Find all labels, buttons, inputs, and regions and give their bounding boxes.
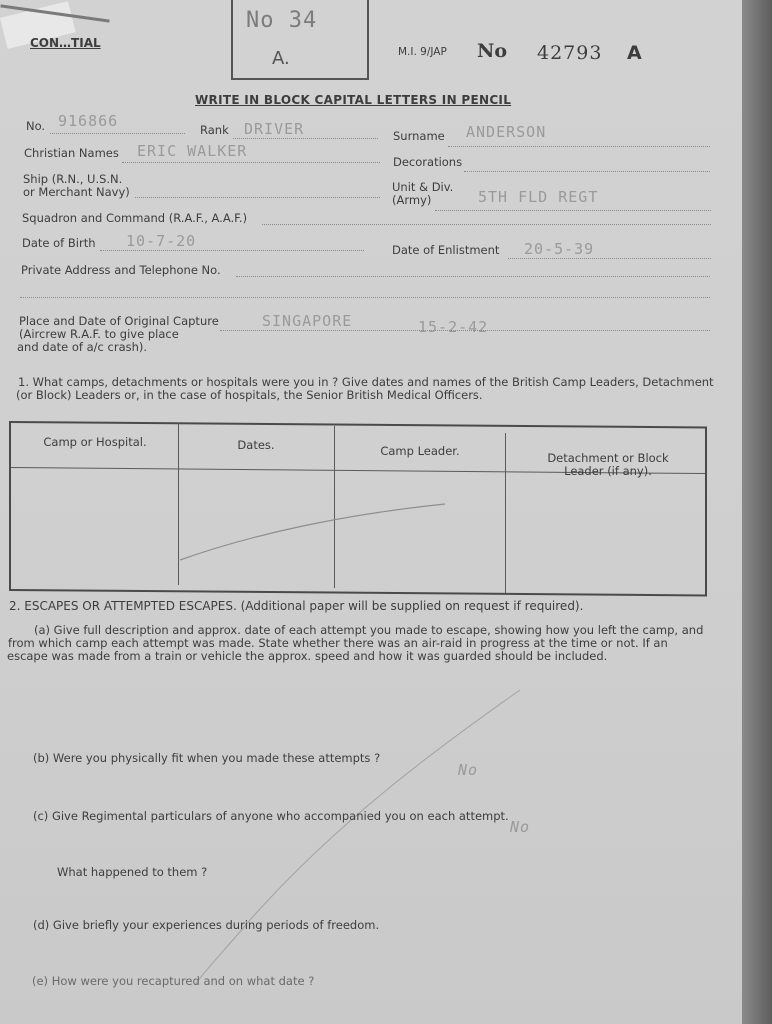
instruction-heading: WRITE IN BLOCK CAPITAL LETTERS IN PENCIL xyxy=(195,93,512,107)
ship-label-line-2: or Merchant Navy) xyxy=(23,185,130,199)
question-1-line-1: 1. What camps, detachments or hospitals were you in ? Give dates and names of the British Camp Leaders, Detachment xyxy=(18,375,714,389)
question-2e: (e) How were you recaptured and on what date ? xyxy=(32,974,315,988)
capture-label-line-2: (Aircrew R.A.F. to give place xyxy=(19,327,179,341)
capture-date-value: 15-2-42 xyxy=(418,318,489,336)
squadron-label: Squadron and Command (R.A.F., A.A.F.) xyxy=(22,211,248,225)
christian-names-label: Christian Names xyxy=(24,146,119,160)
col-detachment-leader-line-1: Detachment or Block xyxy=(547,451,669,465)
form-reference: M.I. 9/JAP xyxy=(398,46,447,58)
serial-prefix: No xyxy=(477,40,508,62)
table-pencil-stroke xyxy=(180,504,445,560)
question-2c-followup: What happened to them ? xyxy=(57,865,208,879)
question-2b: (b) Were you physically fit when you made these attempts ? xyxy=(33,751,381,765)
unit-label-line-2: (Army) xyxy=(392,193,432,207)
service-number-value: 916866 xyxy=(58,112,119,130)
unit-value: 5TH FLD REGT xyxy=(478,188,599,206)
capture-place-value: SINGAPORE xyxy=(262,312,353,330)
serial-suffix: A xyxy=(627,42,642,64)
rank-value: DRIVER xyxy=(244,120,305,138)
question-2c: (c) Give Regimental particulars of anyone who accompanied you on each attempt. xyxy=(33,809,509,823)
decorations-label: Decorations xyxy=(393,155,463,169)
rank-label: Rank xyxy=(200,123,229,137)
question-2b-answer: No xyxy=(458,761,479,779)
serial-number: 42793 xyxy=(537,42,603,64)
col-detachment-leader-line-2: Leader (if any). xyxy=(564,464,652,478)
surname-value: ANDERSON xyxy=(466,123,547,141)
stamp-number: No 34 xyxy=(246,8,318,33)
question-1-line-2: (or Block) Leaders or, in the case of hospitals, the Senior British Medical Officers. xyxy=(16,388,483,402)
classification-label: CON…TIAL xyxy=(30,36,101,50)
ship-label-line-1: Ship (R.N., U.S.N. xyxy=(23,172,123,186)
col-dates: Dates. xyxy=(237,438,275,452)
question-2a-line-2: from which camp each attempt was made. State whether there was an air-raid in progress at the time or not. If an xyxy=(8,636,668,650)
escapes-pencil-stroke xyxy=(195,690,520,985)
unit-label-line-1: Unit & Div. xyxy=(392,180,454,194)
service-number-label: No. xyxy=(26,119,46,133)
christian-names-value: ERIC WALKER xyxy=(137,142,248,160)
stamp-letter: A. xyxy=(272,48,290,69)
enlistment-value: 20-5-39 xyxy=(524,240,595,258)
capture-label-line-1: Place and Date of Original Capture xyxy=(19,314,219,328)
col-camp-or-hospital: Camp or Hospital. xyxy=(43,435,147,449)
question-2-heading: 2. ESCAPES OR ATTEMPTED ESCAPES. (Additional paper will be supplied on request if required). xyxy=(9,599,584,613)
question-2a-line-3: escape was made from a train or vehicle the approx. speed and how it was guarded should be included. xyxy=(7,649,608,663)
question-2d: (d) Give briefly your experiences during periods of freedom. xyxy=(33,918,380,932)
capture-label-line-3: and date of a/c crash). xyxy=(17,340,148,354)
col-camp-leader: Camp Leader. xyxy=(380,444,460,458)
question-2c-answer: No xyxy=(510,818,531,836)
dob-label: Date of Birth xyxy=(22,236,96,250)
address-label: Private Address and Telephone No. xyxy=(21,263,221,277)
page-edge-shadow xyxy=(742,0,772,1024)
question-2a-line-1: (a) Give full description and approx. date of each attempt you made to escape, showing how you left the camp, and xyxy=(34,623,704,637)
surname-label: Surname xyxy=(393,129,445,143)
dob-value: 10-7-20 xyxy=(126,232,197,250)
enlistment-label: Date of Enlistment xyxy=(392,243,500,257)
